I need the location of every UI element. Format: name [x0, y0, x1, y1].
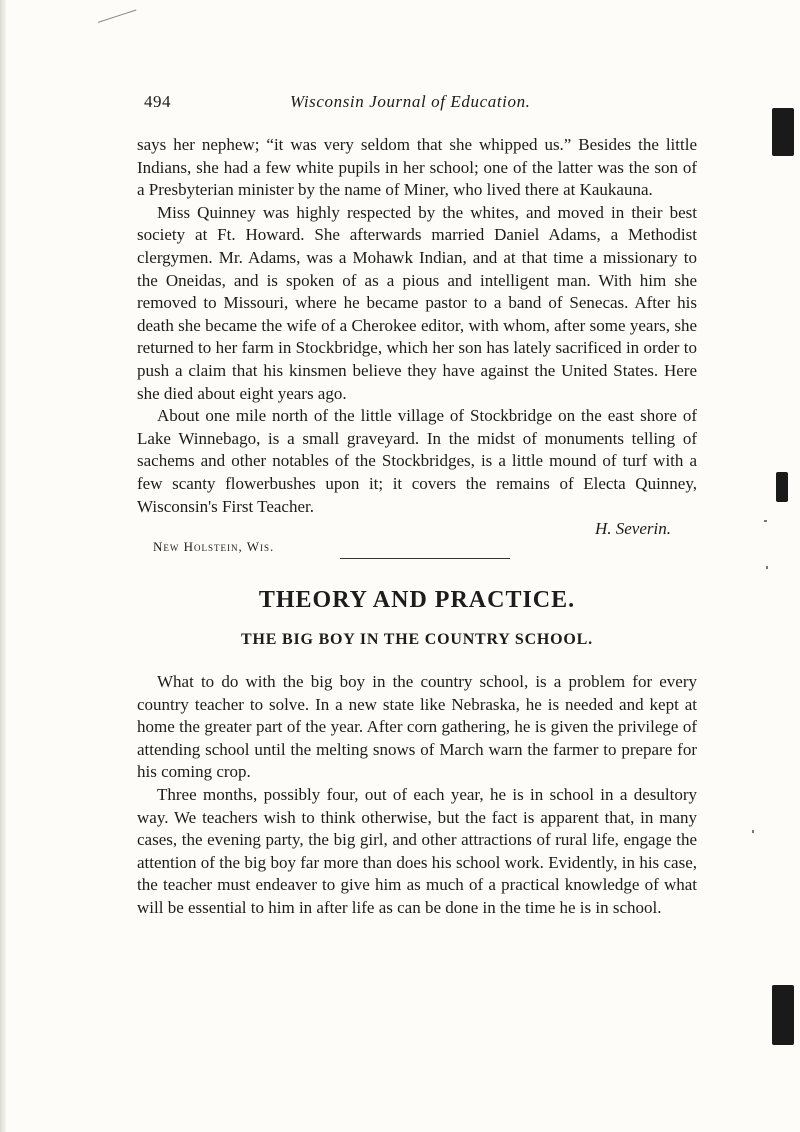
article-body — [137, 671, 697, 920]
binding-tab-mark — [772, 985, 794, 1045]
page-header — [144, 92, 704, 116]
scan-speck — [752, 830, 754, 833]
scan-speck — [764, 520, 767, 522]
paragraph: What to do with the big boy in the country school, is a problem for every country teacher to solve. In a new state like Nebraska, he is needed and kept at home the greater part of the year. After corn gathering, he is given the privilege of attending school until the melting snows of March warn the farmer to prepare for his coming crop. — [137, 672, 697, 782]
scan-speck — [766, 566, 768, 569]
binding-tab-mark — [772, 108, 794, 156]
binding-tab-mark — [776, 472, 788, 502]
pencil-mark — [94, 0, 137, 23]
paragraph: Miss Quinney was highly respected by the whites, and moved in their best society at Ft. Howard. She afterwards married Daniel Adams, a Methodist clergymen. Mr. Adams, was a Mohawk Indian, and at that time a missionary to the Oneidas, and is spoken of as a pious and intelligent man. With him she removed to Missouri, where he became pastor to a band of Senecas. After his death she became the wife of a Cherokee editor, with whom, after some years, she returned to her farm in Stockbridge, which her son has lately sacrificed in order to push a claim that his kinsmen believe they have against the United States. Here she died about eight years ago. — [137, 202, 697, 403]
article-title: THE BIG BOY IN THE COUNTRY SCHOOL. — [241, 631, 593, 649]
page-right-edge — [772, 0, 800, 1132]
page-body — [137, 134, 697, 920]
author-signature: H. Severin. — [594, 519, 671, 539]
running-head: Wisconsin Journal of Education. — [290, 92, 531, 111]
author-place: New Holstein, Wis. — [153, 539, 275, 555]
page-number: 494 — [144, 92, 171, 111]
page-left-edge — [0, 0, 6, 1132]
section-divider — [340, 558, 510, 559]
paragraph: says her nephew; “it was very seldom that she whipped us.” Besides the little Indians, she had a few white pupils in her school; one of the latter was the son of a Presbyterian minister by the name of Miner, who lived there at Kaukauna. — [137, 135, 697, 200]
paragraph: About one mile north of the little village of Stockbridge on the east shore of Lake Winnebago, is a small graveyard. In the midst of monuments telling of sachems and other notables of the Stockbridges, is a little mound of turf with a few scanty flowerbushes upon it; it covers the remains of Electa Quinney, Wisconsin's First Teacher. — [137, 406, 697, 516]
section-title: THEORY AND PRACTICE. — [258, 587, 576, 614]
paragraph: Three months, possibly four, out of each year, he is in school in a desultory way. We teachers wish to think otherwise, but the fact is apparent that, in many cases, the evening party, the big girl, and other attractions of rural life, engage the attention of the big boy far more than does his school work. Evidently, in his case, the teacher must endeaver to give him as much of a practical knowledge of what will be essential to him in after life as can be done in the time he is in school. — [137, 785, 697, 918]
